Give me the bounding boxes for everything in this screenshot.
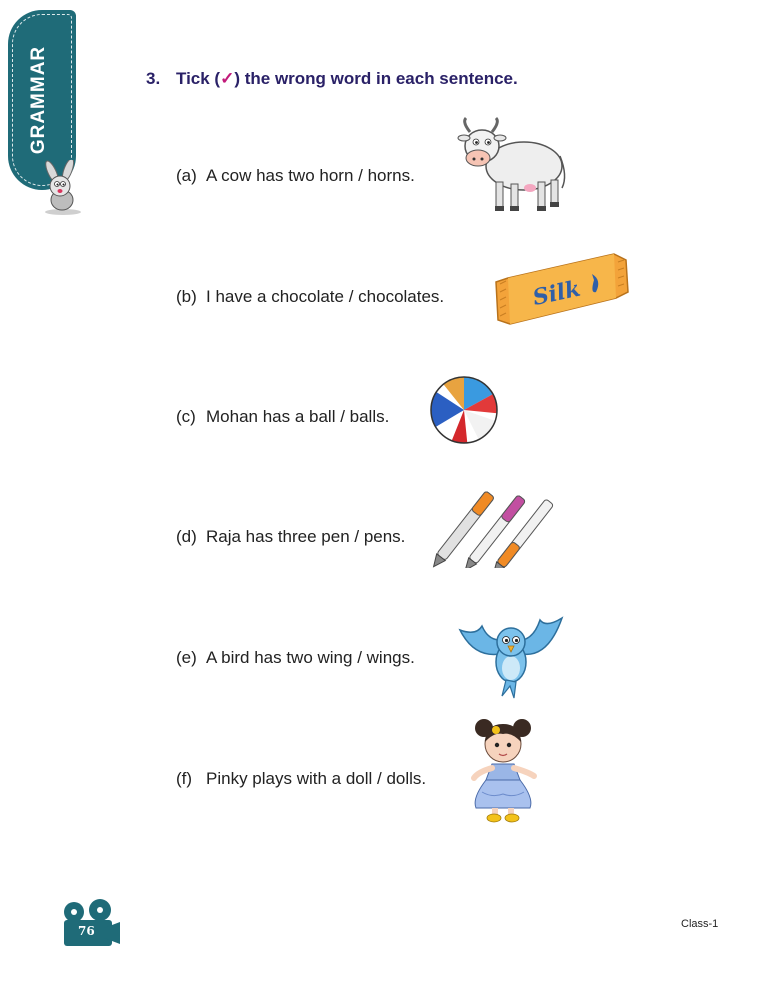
question-c-letter: (c) [176,407,196,426]
rabbit-icon [38,160,88,216]
exercise-number: 3. [146,69,161,88]
question-b [176,287,444,307]
question-d [176,527,405,547]
doll-icon [462,714,546,826]
question-d-text: Raja has three pen / pens. [206,527,406,546]
question-e-letter: (e) [176,648,197,667]
question-a [176,166,415,186]
instruction-before: Tick ( [176,69,221,88]
side-tab-label: GRAMMAR [28,45,50,155]
exercise-heading [146,69,518,89]
question-e-text: A bird has two wing / wings. [206,648,415,667]
question-b-letter: (b) [176,287,197,306]
question-b-text: I have a chocolate / chocolates. [206,287,445,306]
cow-icon [456,116,570,214]
instruction-after: ) the wrong word in each sentence. [234,69,518,88]
question-c [176,407,389,427]
pens-icon [432,482,560,568]
class-label: Class-1 [681,918,719,930]
question-f-text: Pinky plays with a doll / dolls. [206,769,427,788]
page-number: 76 [78,924,95,938]
side-tab-label-wrap [14,30,64,170]
question-e [176,648,415,668]
bird-icon [456,610,564,700]
question-f-letter: (f) [176,769,193,788]
question-d-letter: (d) [176,527,197,546]
question-a-text: A cow has two horn / horns. [206,166,415,185]
question-f [176,769,426,789]
chocolate-bar-icon [492,250,632,330]
tick-mark-icon: ✓ [220,69,235,88]
question-c-text: Mohan has a ball / balls. [206,407,390,426]
question-a-letter: (a) [176,166,197,185]
ball-icon [428,374,500,446]
chocolate-wrapper-text: Silk [530,275,583,312]
